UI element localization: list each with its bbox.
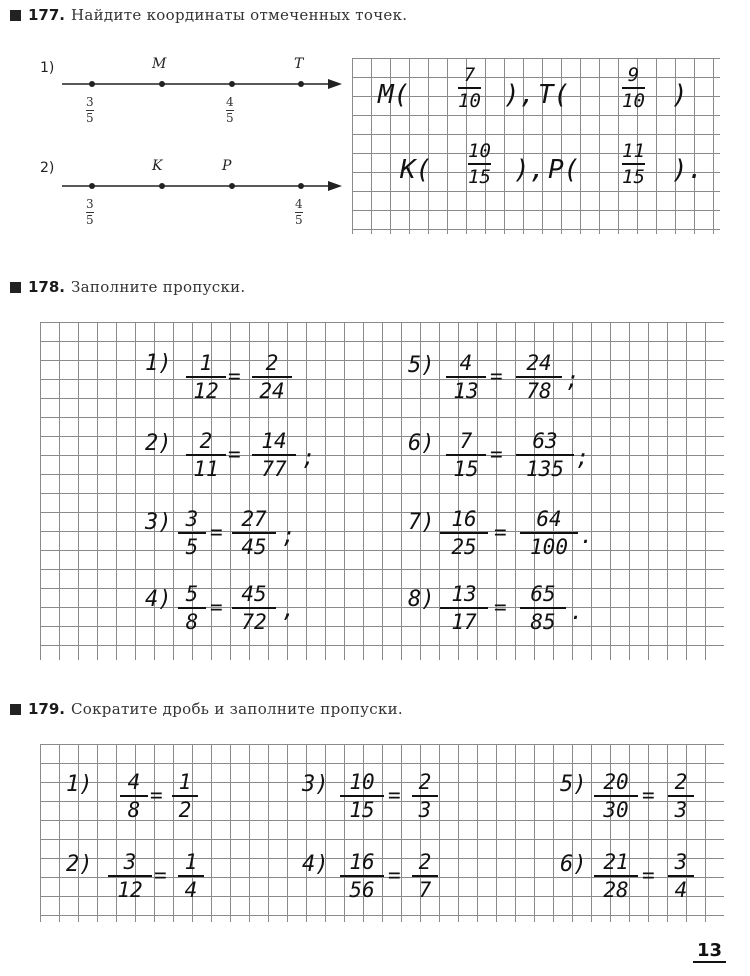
fraction-left: 4 8 xyxy=(120,770,148,822)
item-end-mark: ; xyxy=(302,446,316,471)
answer-t-fraction: 9 10 xyxy=(622,64,645,112)
equals-sign: = xyxy=(150,783,163,807)
item-index: 7) xyxy=(408,510,435,535)
equals-sign: = xyxy=(228,364,241,388)
equals-sign: = xyxy=(642,863,655,887)
answer-m-fraction: 7 10 xyxy=(458,64,481,112)
fraction-right: 63 135 xyxy=(516,429,574,481)
fraction-left: 4 13 xyxy=(446,351,486,403)
item-end-mark: . xyxy=(570,600,584,625)
fraction-left: 10 15 xyxy=(340,770,384,822)
item-index: 6) xyxy=(560,852,587,877)
task-179-heading xyxy=(10,700,403,718)
task-text: Сократите дробь и заполните пропуски. xyxy=(71,700,403,718)
fraction-right: 3 4 xyxy=(668,850,694,902)
fraction-right: 14 77 xyxy=(252,429,296,481)
item-index: 3) xyxy=(302,772,329,797)
fraction-right: 65 85 xyxy=(520,582,566,634)
item-index: 6) xyxy=(408,431,435,456)
fraction-right: 1 2 xyxy=(172,770,198,822)
item-index: 2) xyxy=(145,431,172,456)
fraction-left: 16 25 xyxy=(440,507,488,559)
fraction-right: 64 100 xyxy=(520,507,578,559)
answer-m-label: M( xyxy=(378,80,410,110)
task-marker-icon xyxy=(10,704,21,715)
item-index: 4) xyxy=(145,587,172,612)
fraction-left: 20 30 xyxy=(594,770,638,822)
page-number: 13 xyxy=(693,940,726,963)
item-end-mark: ; xyxy=(282,524,296,549)
fraction-left: 3 5 xyxy=(178,507,206,559)
fraction-left: 7 15 xyxy=(446,429,486,481)
item-end-mark: ; xyxy=(576,446,590,471)
fraction-left: 16 56 xyxy=(340,850,384,902)
equals-sign: = xyxy=(388,783,401,807)
fraction-left: 13 17 xyxy=(440,582,488,634)
answer-k-label: K( xyxy=(400,155,432,185)
item-index: 1) xyxy=(145,351,172,376)
answer-grid-178 xyxy=(40,322,724,660)
point-p-label: P xyxy=(222,158,232,174)
equals-sign: = xyxy=(210,595,223,619)
item-index: 3) xyxy=(145,510,172,535)
line-2-left-fraction: 3 5 xyxy=(86,197,94,227)
item-index: 8) xyxy=(408,587,435,612)
answer-p-fraction: 11 15 xyxy=(622,140,645,188)
answer-p-label: P( xyxy=(548,155,580,185)
line-1-left-fraction: 3 5 xyxy=(86,95,94,125)
line-2-index: 2) xyxy=(40,160,55,176)
fraction-right: 2 3 xyxy=(668,770,694,822)
fraction-right: 2 7 xyxy=(412,850,438,902)
task-number: 179. xyxy=(28,700,66,718)
task-number: 177. xyxy=(28,6,66,24)
answer-k-fraction: 10 15 xyxy=(468,140,491,188)
equals-sign: = xyxy=(494,520,507,544)
item-index: 1) xyxy=(66,772,93,797)
fraction-right: 45 72 xyxy=(232,582,276,634)
answer-t-label: T( xyxy=(538,80,570,110)
task-178-heading xyxy=(10,278,246,296)
line-1-index: 1) xyxy=(40,60,55,76)
fraction-right: 24 78 xyxy=(516,351,562,403)
fraction-left: 3 12 xyxy=(108,850,152,902)
point-k-label: K xyxy=(152,158,163,174)
equals-sign: = xyxy=(642,783,655,807)
equals-sign: = xyxy=(490,364,503,388)
fraction-left: 21 28 xyxy=(594,850,638,902)
point-m-label: M xyxy=(152,56,167,72)
item-end-mark: ; xyxy=(566,368,580,393)
equals-sign: = xyxy=(490,442,503,466)
task-marker-icon xyxy=(10,282,21,293)
fraction-right: 2 24 xyxy=(252,351,292,403)
equals-sign: = xyxy=(388,863,401,887)
task-text: Заполните пропуски. xyxy=(71,278,246,296)
answer-separator: ), xyxy=(514,155,546,185)
equals-sign: = xyxy=(228,442,241,466)
equals-sign: = xyxy=(154,863,167,887)
point-t-label: T xyxy=(294,56,304,72)
task-number: 178. xyxy=(28,278,66,296)
answer-closing: ) xyxy=(672,80,688,110)
answer-closing: ). xyxy=(672,155,704,185)
answer-separator: ), xyxy=(504,80,536,110)
item-index: 2) xyxy=(66,852,93,877)
item-end-mark: , xyxy=(282,598,296,623)
item-index: 4) xyxy=(302,852,329,877)
fraction-left: 2 11 xyxy=(186,429,226,481)
line-1-right-fraction: 4 5 xyxy=(226,95,234,125)
task-text: Найдите координаты отмеченных точек. xyxy=(71,6,408,24)
fraction-right: 2 3 xyxy=(412,770,438,822)
item-index: 5) xyxy=(560,772,587,797)
fraction-left: 5 8 xyxy=(178,582,206,634)
line-2-right-fraction: 4 5 xyxy=(295,197,303,227)
equals-sign: = xyxy=(210,520,223,544)
fraction-right: 1 4 xyxy=(178,850,204,902)
fraction-left: 1 12 xyxy=(186,351,226,403)
item-index: 5) xyxy=(408,353,435,378)
number-lines xyxy=(0,0,360,240)
item-end-mark: . xyxy=(580,524,594,549)
fraction-right: 27 45 xyxy=(232,507,276,559)
equals-sign: = xyxy=(494,595,507,619)
